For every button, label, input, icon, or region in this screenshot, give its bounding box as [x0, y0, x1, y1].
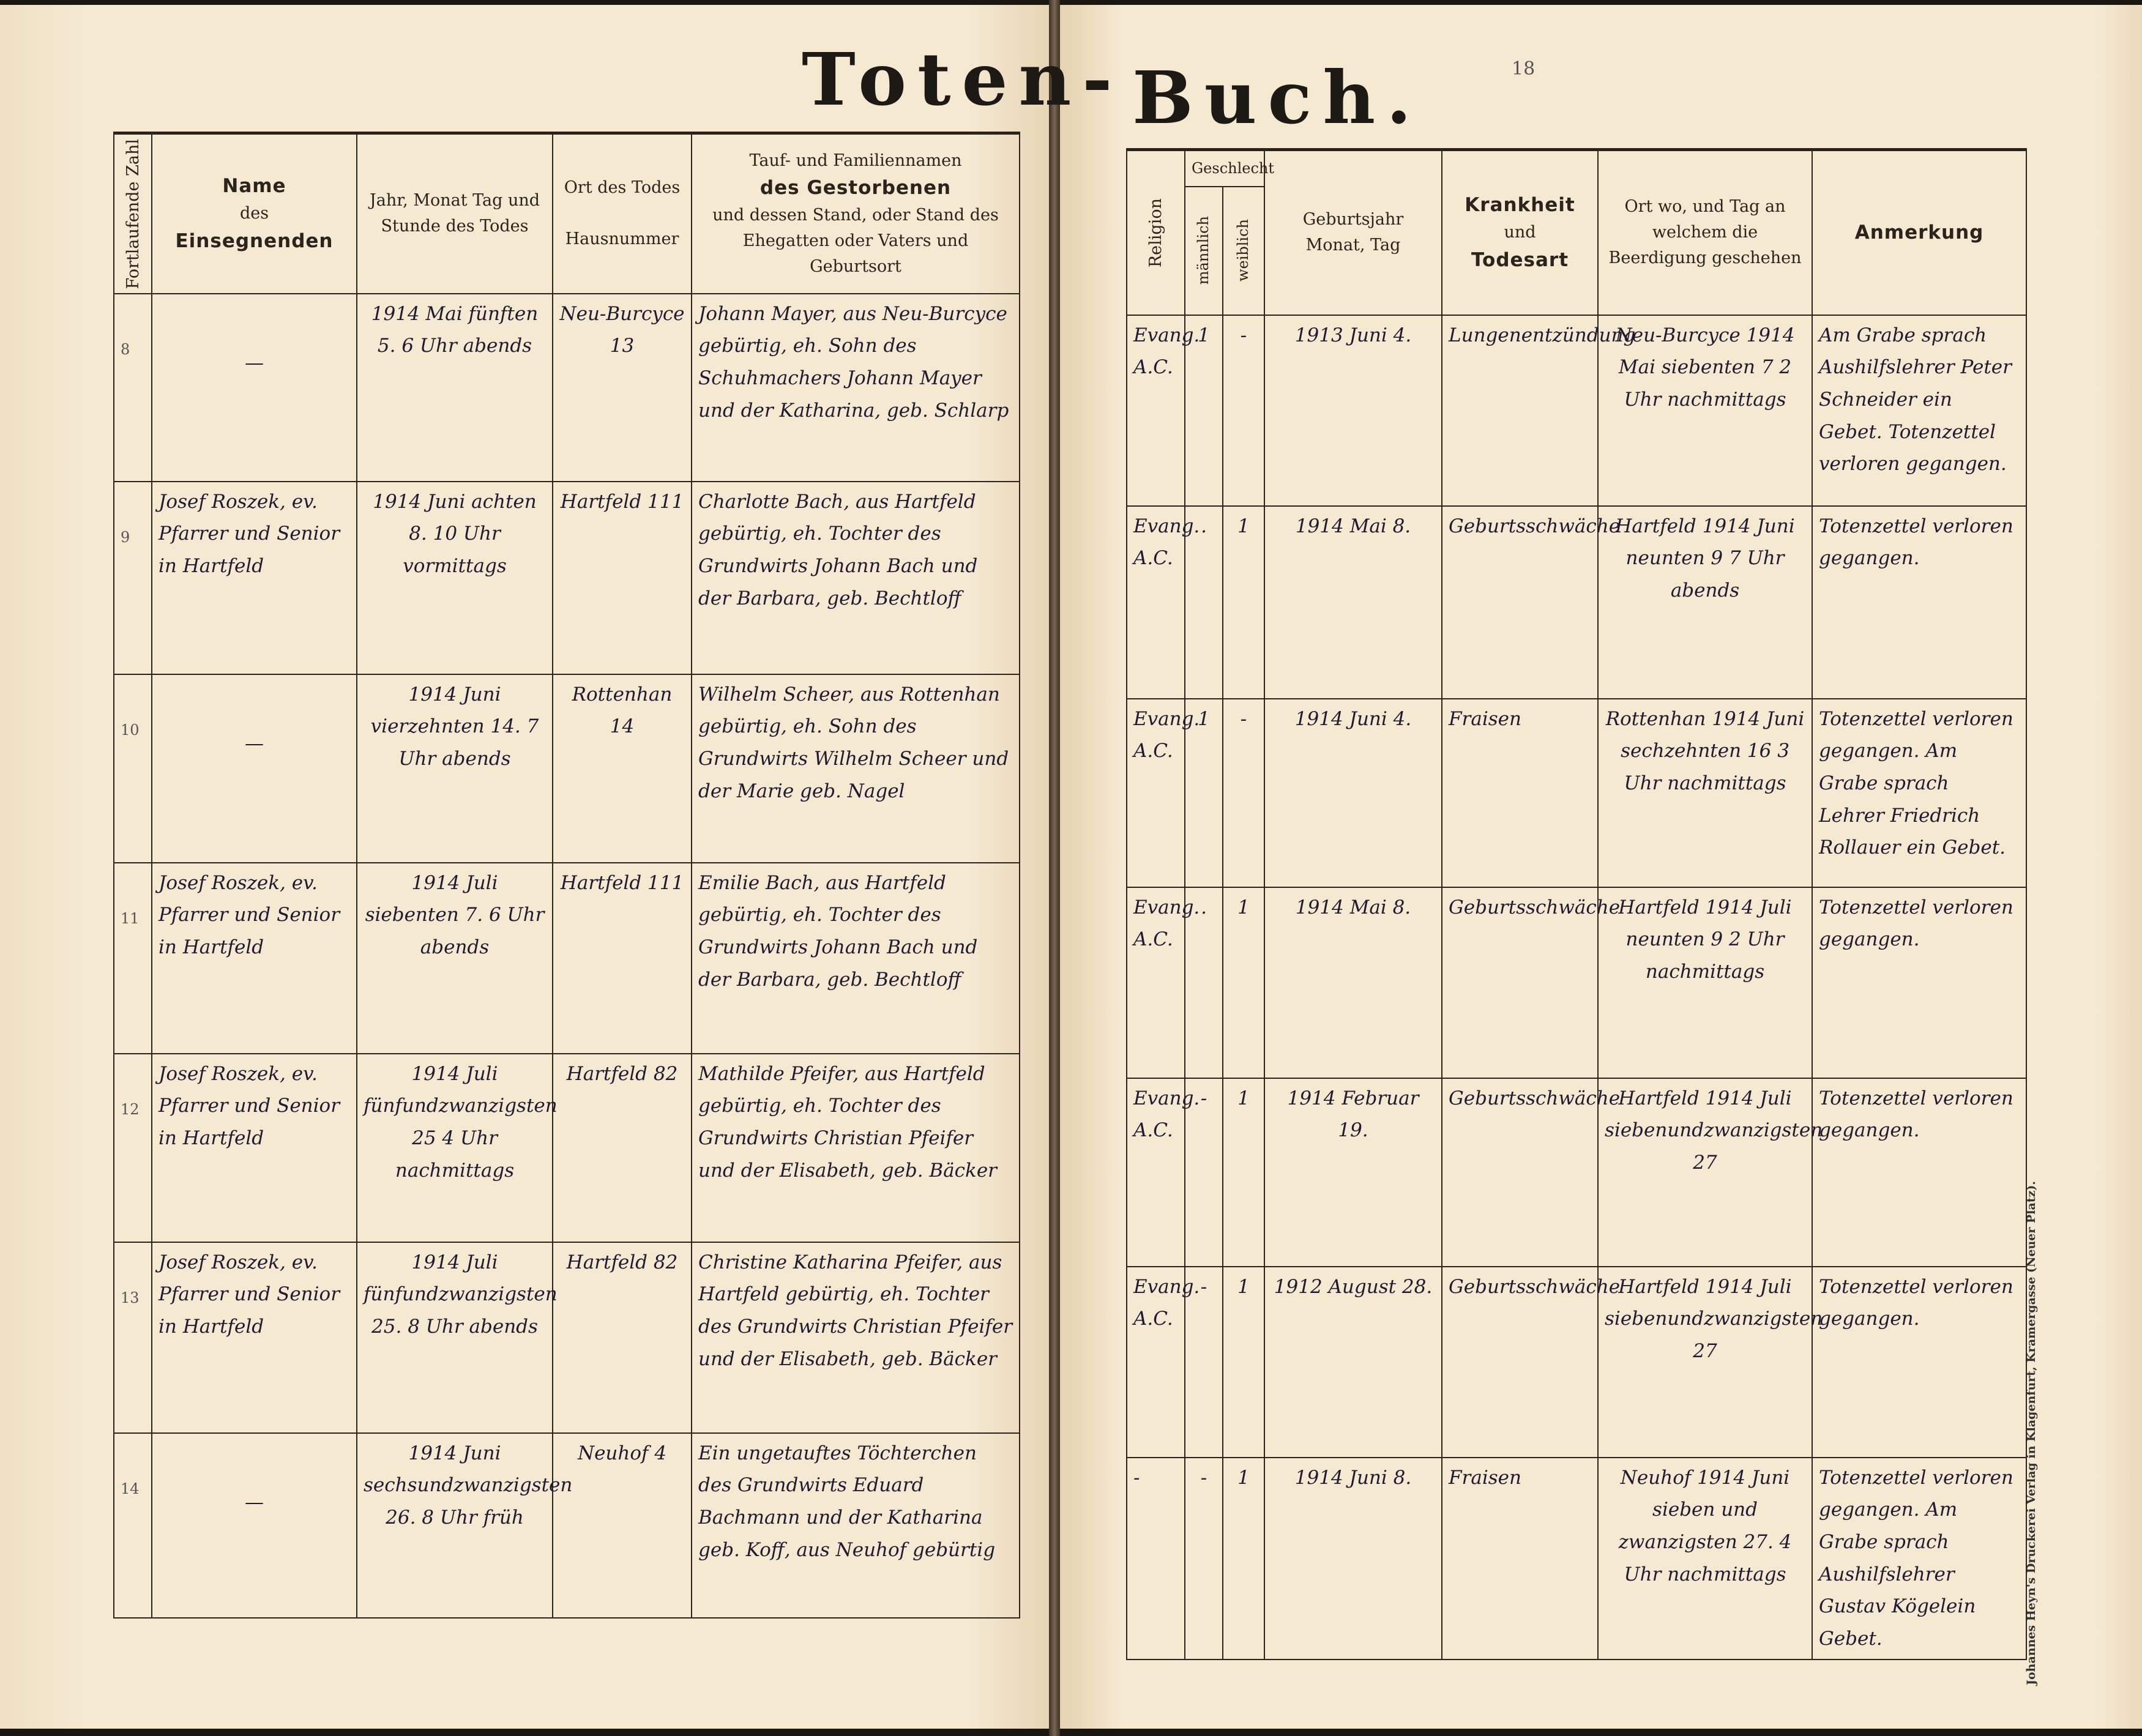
deceased-name	[692, 482, 1020, 674]
burial-place-date-text: Hartfeld 1914 Juli neunten 9 2 Uhr nachmittags	[1618, 896, 1792, 983]
book-gutter	[1049, 0, 1060, 1736]
death-place	[553, 1242, 692, 1433]
death-place-text: Neu-Burcyce 13	[559, 302, 685, 357]
birth-date	[1264, 506, 1442, 699]
priest-name	[152, 674, 357, 863]
entry-number	[114, 863, 152, 1054]
deceased-name	[692, 1242, 1020, 1433]
priest-name	[152, 863, 357, 1054]
burial-place-date-text: Neuhof 1914 Juni sieben und zwanzigsten 27. 4 Uhr nachmittags	[1618, 1466, 1792, 1585]
death-date-text: 1914 Juni sechsundzwanzigsten 26. 8 Uhr früh	[364, 1442, 573, 1529]
cause-of-death	[1442, 506, 1621, 699]
death-date	[357, 294, 553, 482]
deceased-name	[692, 1054, 1020, 1242]
table-row	[1127, 1458, 2026, 1660]
cause-of-death	[1442, 1267, 1621, 1458]
table-row	[114, 1242, 1020, 1433]
female-mark-text: 1	[1237, 1466, 1250, 1489]
birth-date	[1264, 315, 1442, 506]
religion-text: Evang. A.C.	[1133, 1087, 1200, 1142]
religion-text: Evang. A.C.	[1133, 515, 1200, 570]
priest-name-text: —	[245, 1491, 264, 1513]
male-mark-text: 1	[1198, 707, 1210, 730]
female-mark	[1223, 315, 1264, 506]
title-right: Buch.	[1132, 55, 1423, 140]
remark	[1812, 1458, 2026, 1660]
header-gestorbener: Tauf- und Familiennamen des Gestorbenen und dessen Stand, oder Stand des Ehegatten oder Vaters und Geburtsort	[692, 133, 1020, 294]
religion-text: Evang. A.C.	[1133, 707, 1200, 762]
female-mark-text: 1	[1237, 515, 1250, 537]
burial-place-date-text: Hartfeld 1914 Juli siebenundzwanzigsten 27	[1605, 1275, 1823, 1362]
death-date-text: 1914 Juli fünfundzwanzigsten 25. 8 Uhr abends	[364, 1251, 558, 1338]
deceased-name-text: Mathilde Pfeifer, aus Hartfeld gebürtig, eh. Tochter des Grundwirts Christian Pfeifer und der Elisabeth, geb. Bäcker	[698, 1062, 997, 1182]
death-place	[553, 1433, 692, 1618]
entry-number-text: 12	[121, 1100, 140, 1118]
male-mark-text: .	[1201, 515, 1207, 537]
header-einsegnenden: Name des Einsegnenden	[152, 133, 357, 294]
table-row	[1127, 315, 2026, 506]
death-place-text: Hartfeld 82	[566, 1251, 678, 1273]
cause-of-death-text: Geburtsschwäche	[1449, 1087, 1621, 1109]
cause-of-death-text: Geburtsschwäche	[1449, 515, 1621, 537]
birth-date	[1264, 1078, 1442, 1267]
cause-of-death	[1442, 315, 1636, 506]
death-place-text: Neuhof 4	[577, 1442, 667, 1464]
deceased-name-text: Emilie Bach, aus Hartfeld gebürtig, eh. Tochter des Grundwirts Johann Bach und der Barbara, geb. Bechtloff	[698, 871, 978, 991]
birth-date-text: 1914 Juni 8.	[1294, 1466, 1412, 1489]
cause-of-death	[1442, 1078, 1621, 1267]
birth-date	[1264, 1458, 1442, 1660]
priest-name-text: Josef Roszek, ev. Pfarrer und Senior in Hartfeld	[159, 871, 340, 958]
religion-text: Evang. A.C.	[1133, 324, 1200, 379]
remark	[1812, 506, 2026, 699]
religion	[1127, 1458, 1185, 1660]
remark-text: Am Grabe sprach Aushilfslehrer Peter Schneider ein Gebet. Totenzettel verloren gegangen.	[1819, 324, 2012, 475]
birth-date-text: 1914 Mai 8.	[1295, 515, 1411, 537]
entry-number	[114, 674, 152, 863]
entry-number-text: 14	[121, 1480, 140, 1497]
death-place-text: Rottenhan 14	[572, 683, 673, 738]
deceased-name	[692, 294, 1020, 482]
cause-of-death-text: Geburtsschwäche	[1449, 896, 1621, 918]
table-row	[1127, 699, 2026, 887]
remark-text: Totenzettel verloren gegangen. Am Grabe sprach Aushilfslehrer Gustav Kögelein Gebet.	[1819, 1466, 2013, 1650]
deceased-name-text: Johann Mayer, aus Neu-Burcyce gebürtig, eh. Sohn des Schuhmachers Johann Mayer und der Katharina, geb. Schlarp	[698, 302, 1009, 422]
remark	[1812, 1078, 2026, 1267]
header-ort-des-todes: Ort des Todes Hausnummer	[553, 133, 692, 294]
death-date	[357, 1054, 558, 1242]
death-place-text: Hartfeld 82	[566, 1062, 678, 1085]
cause-of-death	[1442, 1458, 1598, 1660]
birth-date	[1264, 887, 1442, 1078]
cause-of-death	[1442, 699, 1598, 887]
burial-place-date-text: Rottenhan 1914 Juni sechzehnten 16 3 Uhr nachmittags	[1605, 707, 1805, 794]
female-mark-text: 1	[1237, 896, 1250, 918]
table-row	[114, 294, 1020, 482]
remark	[1812, 699, 2026, 887]
left-register-table	[113, 132, 1020, 1619]
religion-text: Evang. A.C.	[1133, 1275, 1200, 1330]
remark-text: Totenzettel verloren gegangen.	[1819, 1275, 2013, 1330]
religion	[1127, 506, 1200, 699]
death-place	[553, 1054, 692, 1242]
female-mark	[1223, 1267, 1264, 1458]
entry-number	[114, 294, 152, 482]
cause-of-death-text: Geburtsschwäche	[1449, 1275, 1621, 1298]
birth-date-text: 1914 Februar 19.	[1287, 1087, 1419, 1142]
birth-date-text: 1913 Juni 4.	[1294, 324, 1412, 346]
remark-text: Totenzettel verloren gegangen.	[1819, 515, 2013, 570]
burial-place-date-text: Hartfeld 1914 Juli siebenundzwanzigsten 27	[1605, 1087, 1823, 1174]
burial-place-date	[1598, 1458, 1812, 1660]
entry-number-text: 8	[121, 340, 130, 358]
death-place	[553, 482, 692, 674]
birth-date	[1264, 699, 1442, 887]
entry-number-text: 11	[121, 909, 140, 927]
table-row	[114, 482, 1020, 674]
table-row	[114, 674, 1020, 863]
deceased-name	[692, 674, 1020, 863]
header-weiblich: weiblich	[1223, 187, 1264, 315]
priest-name	[152, 1433, 357, 1618]
death-date-text: 1914 Mai fünften 5. 6 Uhr abends	[371, 302, 539, 357]
deceased-name-text: Ein ungetauftes Töchterchen des Grundwirts Eduard Bachmann und der Katharina geb. Koff, aus Neuhof gebürtig	[698, 1442, 996, 1561]
header-religion: Religion	[1127, 150, 1185, 315]
male-mark-text: -	[1200, 1275, 1207, 1298]
publisher-imprint: Johannes Heyn's Druckerei Verlag in Klagenfurt, Kramergasse (Neuer Platz).	[2024, 1181, 2038, 1685]
religion	[1127, 699, 1200, 887]
table-row	[1127, 887, 2026, 1078]
header-todeszeit: Jahr, Monat Tag und Stunde des Todes	[357, 133, 553, 294]
female-mark	[1223, 887, 1264, 1078]
death-date-text: 1914 Juli siebenten 7. 6 Uhr abends	[365, 871, 545, 958]
death-date-text: 1914 Juli fünfundzwanzigsten 25 4 Uhr nachmittags	[364, 1062, 558, 1182]
header-krankheit: Krankheit und Todesart	[1442, 150, 1598, 315]
female-mark-text: -	[1240, 707, 1247, 730]
right-register-table	[1126, 148, 2027, 1660]
header-anmerkung: Anmerkung	[1812, 150, 2026, 315]
female-mark	[1223, 1458, 1264, 1660]
female-mark	[1223, 1078, 1264, 1267]
religion-text: -	[1133, 1466, 1140, 1489]
death-date-text: 1914 Juni vierzehnten 14. 7 Uhr abends	[370, 683, 539, 770]
entry-number	[114, 1054, 152, 1242]
entry-number-text: 10	[121, 721, 140, 739]
header-maennlich: männlich	[1185, 187, 1223, 315]
burial-place-date	[1598, 506, 1812, 699]
remark	[1812, 315, 2026, 506]
priest-name-text: Josef Roszek, ev. Pfarrer und Senior in Hartfeld	[159, 1062, 340, 1149]
male-mark-text: 1	[1198, 324, 1210, 346]
header-geburtsjahr: Geburtsjahr Monat, Tag	[1264, 150, 1442, 315]
death-date-text: 1914 Juni achten 8. 10 Uhr vormittags	[373, 490, 537, 577]
cause-of-death-text: Lungenentzündung	[1449, 324, 1636, 346]
remark-text: Totenzettel verloren gegangen.	[1819, 896, 2013, 951]
burial-place-date-text: Neu-Burcyce 1914 Mai siebenten 7 2 Uhr nachmittags	[1615, 324, 1795, 411]
religion	[1127, 1078, 1200, 1267]
table-row	[1127, 1267, 2026, 1458]
burial-place-date	[1598, 1267, 1823, 1458]
header-fortlaufende-zahl: Fortlaufende Zahl	[114, 133, 152, 294]
birth-date-text: 1912 August 28.	[1274, 1275, 1433, 1298]
death-date	[357, 674, 553, 863]
deceased-name-text: Charlotte Bach, aus Hartfeld gebürtig, eh. Tochter des Grundwirts Johann Bach und der Barbara, geb. Bechtloff	[698, 490, 978, 609]
burial-place-date	[1598, 887, 1812, 1078]
female-mark-text: 1	[1237, 1087, 1250, 1109]
entry-number	[114, 1242, 152, 1433]
birth-date-text: 1914 Mai 8.	[1295, 896, 1411, 918]
deceased-name	[692, 1433, 1020, 1618]
religion	[1127, 1267, 1200, 1458]
death-place-text: Hartfeld 111	[560, 871, 684, 894]
religion	[1127, 315, 1200, 506]
folio-number: 18	[1512, 58, 1536, 80]
table-row	[1127, 506, 2026, 699]
entry-number	[114, 1433, 152, 1618]
male-mark-text: .	[1201, 896, 1207, 918]
remark	[1812, 1267, 2026, 1458]
birth-date	[1264, 1267, 1442, 1458]
table-row	[114, 863, 1020, 1054]
cause-of-death-text: Fraisen	[1449, 1466, 1521, 1489]
death-date	[357, 482, 553, 674]
entry-number-text: 13	[121, 1289, 140, 1306]
religion	[1127, 887, 1200, 1078]
cause-of-death-text: Fraisen	[1449, 707, 1521, 730]
table-row	[1127, 1078, 2026, 1267]
death-place	[553, 294, 692, 482]
priest-name-text: Josef Roszek, ev. Pfarrer und Senior in Hartfeld	[159, 1251, 340, 1338]
religion-text: Evang. A.C.	[1133, 896, 1200, 951]
priest-name	[152, 482, 357, 674]
burial-place-date	[1598, 1078, 1823, 1267]
priest-name-text: Josef Roszek, ev. Pfarrer und Senior in Hartfeld	[159, 490, 340, 577]
female-mark-text: 1	[1237, 1275, 1250, 1298]
female-mark	[1223, 699, 1264, 887]
remark-text: Totenzettel verloren gegangen.	[1819, 1087, 2013, 1142]
death-place	[553, 863, 692, 1054]
birth-date-text: 1914 Juni 4.	[1294, 707, 1412, 730]
deceased-name-text: Wilhelm Scheer, aus Rottenhan gebürtig, eh. Sohn des Grundwirts Wilhelm Scheer und der Marie geb. Nagel	[698, 683, 1009, 802]
header-beerdigung: Ort wo, und Tag an welchem die Beerdigung geschehen	[1598, 150, 1812, 315]
death-date	[357, 1242, 558, 1433]
priest-name	[152, 294, 357, 482]
female-mark-text: -	[1240, 324, 1247, 346]
death-date	[357, 1433, 573, 1618]
death-date	[357, 863, 553, 1054]
male-mark-text: -	[1200, 1087, 1207, 1109]
remark	[1812, 887, 2026, 1078]
burial-place-date	[1598, 315, 1812, 506]
priest-name-text: —	[245, 351, 264, 374]
entry-number-text: 9	[121, 528, 130, 546]
cause-of-death	[1442, 887, 1621, 1078]
death-place-text: Hartfeld 111	[560, 490, 684, 513]
header-geschlecht: Geschlecht	[1185, 150, 1264, 187]
remark-text: Totenzettel verloren gegangen. Am Grabe sprach Lehrer Friedrich Rollauer ein Gebet.	[1819, 707, 2013, 859]
male-mark	[1185, 1458, 1223, 1660]
entry-number	[114, 482, 152, 674]
male-mark-text: -	[1200, 1466, 1207, 1489]
burial-place-date	[1598, 699, 1812, 887]
table-row	[114, 1433, 1020, 1618]
deceased-name	[692, 863, 1020, 1054]
burial-place-date-text: Hartfeld 1914 Juni neunten 9 7 Uhr abends	[1615, 515, 1795, 602]
death-place	[553, 674, 692, 863]
deceased-name-text: Christine Katharina Pfeifer, aus Hartfeld gebürtig, eh. Tochter des Grundwirts Christian Pfeifer und der Elisabeth, geb. Bäcker	[698, 1251, 1013, 1370]
title-left: Toten-	[802, 37, 1124, 122]
female-mark	[1223, 506, 1264, 699]
priest-name-text: —	[245, 732, 264, 754]
priest-name	[152, 1242, 357, 1433]
priest-name	[152, 1054, 357, 1242]
table-row	[114, 1054, 1020, 1242]
